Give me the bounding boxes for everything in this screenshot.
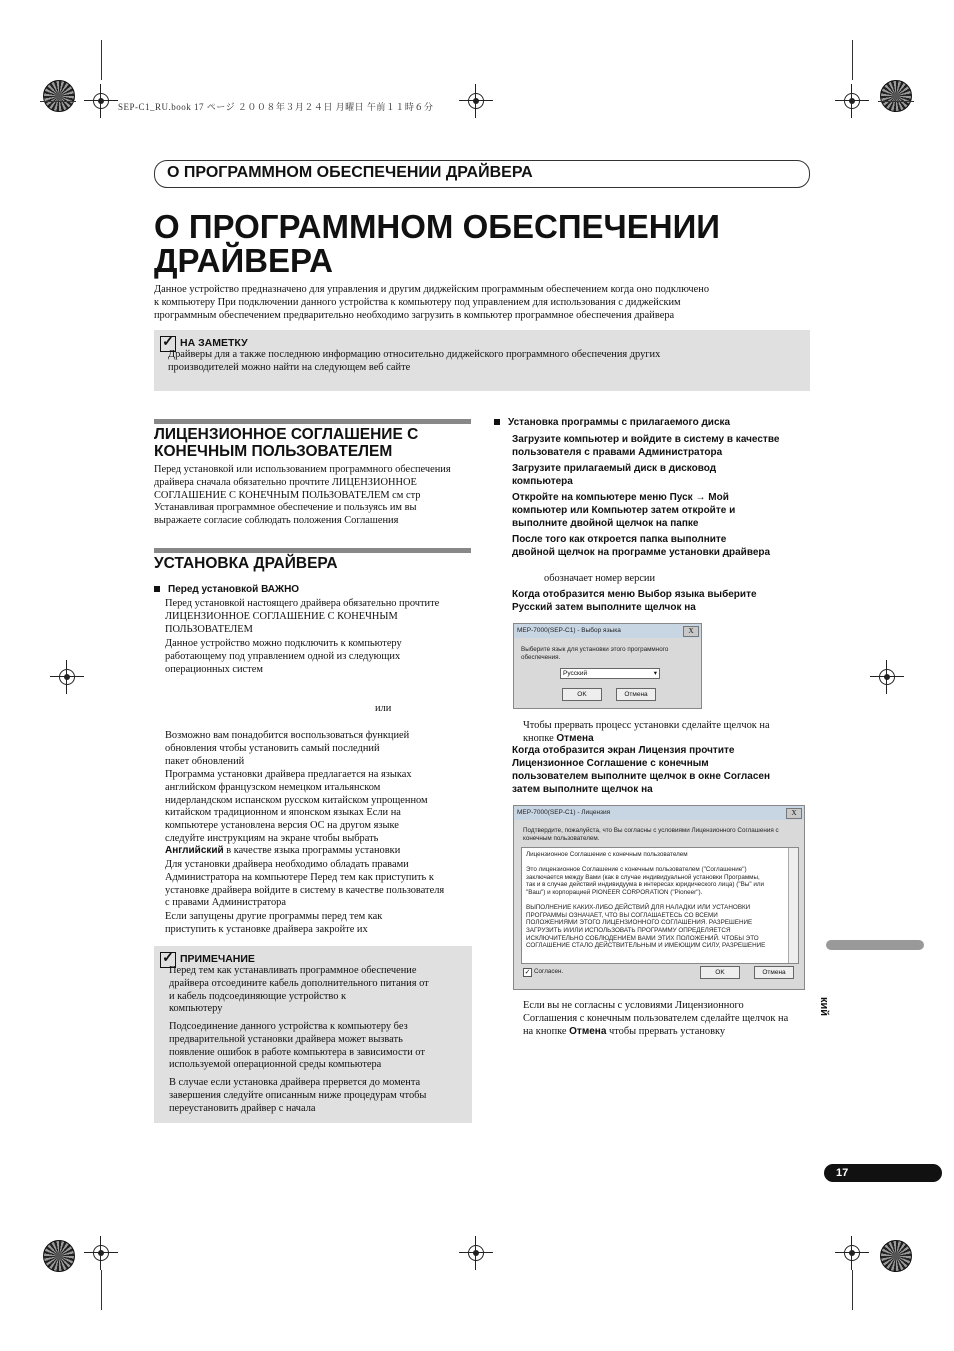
cancel-bold: Отмена — [556, 732, 594, 744]
license-text-line: ИСКЛЮЧИТЕЛЬНО СОБЛЮДЕНИЕМ ВАМИ ЭТИХ ПОЛОЖЕНИЙ. ЧТОБЫ ЭТО — [526, 934, 759, 942]
disagree-line — [523, 1026, 813, 1039]
step-line: пользователя с правами Администратора — [512, 447, 723, 458]
page-title-line1: О ПРОГРАММНОМ ОБЕСПЕЧЕНИИ — [154, 208, 721, 245]
note-text — [168, 349, 808, 375]
language-select-dialog — [513, 623, 702, 709]
note-paragraph — [169, 965, 469, 1016]
note-line: Перед тем как устанавливать программное обеспечение — [169, 965, 417, 976]
crop-line — [101, 40, 102, 80]
note-line: используемой операционной среды компьютера — [169, 1059, 382, 1071]
update-paragraph — [165, 730, 475, 768]
cancel-button[interactable]: Отмена — [754, 966, 794, 979]
license-text-line: ЗАГРУЗИТЬ И/ИЛИ ИСПОЛЬЗОВАТЬ ПРОГРАММУ ОПРЕДЕЛЯЕТСЯ — [526, 926, 731, 934]
close-icon[interactable]: X — [683, 626, 699, 637]
languages-line: Программа установки драйвера предлагается на языках — [165, 769, 412, 780]
or-text: или — [375, 703, 392, 714]
dialog-prompt-line: обеспечения. — [521, 653, 561, 661]
intro-line: Данное устройство предназначено для управления и другим диджейским программным обеспечением когда оно подключено — [154, 284, 710, 295]
crop-line — [852, 40, 853, 80]
license-text-line: ПОЛОЖЕНИЯМИ ЭТОГО ЛИЦЕНЗИОННОГО СОГЛАШЕНИЯ. РАЗРЕШЕНИЕ — [526, 919, 753, 927]
license-dialog — [513, 805, 805, 990]
license-line: Устанавливая программное обеспечение и пользуясь им вы — [154, 502, 417, 514]
bullet-square-icon — [494, 419, 500, 425]
note-line: Подсоединение данного устройства к компьютеру без — [169, 1021, 408, 1032]
note-line: появление ошибок в работе компьютера в зависимости от — [169, 1046, 425, 1058]
intro-paragraph — [154, 284, 814, 322]
crosshair-mark — [835, 1236, 869, 1270]
license-text-line: ПРОГРАММЫ ОЗНАЧАЕТ, ЧТО ВЫ СОГЛАШАЕТЕСЬ СО ВСЕМИ — [526, 911, 718, 919]
license-text-line: так и в случае действий индивидуума в интересах юридического лица) ("Вы" или — [526, 881, 765, 889]
step-1 — [512, 433, 812, 459]
step-line: пользователем выполните щелчок в окне Согласен — [512, 771, 770, 782]
cancel-button[interactable]: Отмена — [616, 688, 656, 701]
license-text-line: ВЫПОЛНЕНИЕ КАКИХ-ЛИБО ДЕЙСТВИЙ ДЛЯ НАЛАДКИ ИЛИ УСТАНОВКИ — [526, 904, 751, 912]
dialog-prompt-line: Выберите язык для установки этого программного — [521, 646, 669, 653]
step-line: затем выполните щелчок на — [512, 784, 653, 795]
scrollbar[interactable] — [788, 848, 798, 963]
agree-checkbox[interactable]: ✓ — [524, 968, 531, 976]
license-text-line: СОГЛАШЕНИЕ СТАЛО ДЕЙСТВИТЕЛЬНЫМ И ИМЕЮЩИМ СИЛУ, РАЗРЕШЕНИЕ — [526, 942, 766, 950]
step-2 — [512, 462, 812, 488]
intro-line: программным обеспечением предварительно необходимо загрузить в компьютер программное обеспечения драйвера — [154, 309, 675, 321]
dialog-prompt — [523, 827, 798, 842]
languages-line: английском французском немецком итальянском — [165, 781, 381, 793]
registration-disc-top-right — [880, 80, 912, 112]
dialog-prompt-line: конечным пользователем. — [523, 834, 600, 842]
step-line: Когда отобразится экран Лицензия прочтите — [512, 745, 735, 756]
side-language-label: кий — [818, 997, 830, 1017]
cancel-instruction — [523, 720, 813, 746]
crop-line — [101, 1270, 102, 1310]
step-3-text: Мой — [708, 492, 729, 503]
registration-disc-bottom-right — [880, 1240, 912, 1272]
disagree-lines — [523, 1000, 813, 1026]
before-line: ЛИЦЕНЗИОННОЕ СОГЛАШЕНИЕ С КОНЕЧНЫМ — [165, 610, 398, 622]
registration-disc-bottom-left — [43, 1240, 75, 1272]
section-header-pill — [154, 160, 810, 188]
admin-line: с правами Администратора — [165, 897, 286, 909]
install-heading: УСТАНОВКА ДРАЙВЕРА — [154, 555, 338, 572]
dialog-prompt-line: Подтвердите, пожалуйста, что Вы согласны с условиями Лицензионного Соглашения с — [523, 827, 779, 834]
before-line: ПОЛЬЗОВАТЕЛЕМ — [165, 623, 253, 635]
crosshair-mark — [84, 1236, 118, 1270]
language-dropdown-value: Русский — [563, 670, 588, 677]
step-5 — [512, 588, 812, 614]
step-line: компьютера — [512, 476, 573, 487]
arrow-right-icon: → — [695, 492, 706, 503]
cancel-bold: Отмена — [569, 1025, 607, 1037]
license-paragraph — [154, 464, 474, 528]
english-line — [165, 845, 475, 858]
section-divider — [154, 548, 471, 553]
disagree-line: Если вы не согласны с условиями Лицензионного — [523, 1000, 744, 1011]
note-line: переустановить драйвер с начала — [169, 1102, 316, 1114]
license-line: выражаете согласие соблюдать положения Соглашения — [154, 515, 399, 527]
update-line: обновления чтобы установить самый последний — [165, 742, 380, 754]
agree-label: Согласен. — [534, 968, 564, 975]
license-text-line: "Ваш") и корпорацией PIONEER CORPORATION ("Pioneer"). — [526, 888, 703, 896]
note-line: драйвера отсоедините кабель дополнительного питания от — [169, 977, 429, 989]
close-line: приступить к установке драйвера закройте их — [165, 923, 368, 935]
license-text-line — [526, 859, 784, 867]
note-line: предварительной установки драйвера может вызвать — [169, 1033, 403, 1045]
license-line: Перед установкой или использованием программного обеспечения — [154, 464, 451, 475]
section-header-text: О ПРОГРАММНОМ ОБЕСПЕЧЕНИИ ДРАЙВЕРА — [167, 164, 533, 181]
crosshair-mark — [50, 660, 84, 694]
print-meta-header: SEP-C1_RU.book 17 ページ ２００８年３月２４日 月曜日 午前１１時６分 — [118, 102, 434, 112]
install-from-disc-heading — [494, 417, 730, 428]
close-icon[interactable]: X — [786, 808, 802, 819]
step-line: выполните двойной щелчок на папке — [512, 518, 699, 529]
connect-paragraph — [165, 638, 475, 676]
section-divider — [154, 419, 471, 424]
admin-line: установке драйвера войдите в систему в качестве пользователя — [165, 884, 445, 896]
crosshair-mark — [84, 84, 118, 118]
note-line: В случае если установка драйвера прервется до момента — [169, 1077, 421, 1088]
before-install-heading — [154, 584, 299, 595]
license-text-line: Это лицензионное Соглашение с конечным пользователем ("Соглашение") — [526, 866, 747, 874]
before-install-heading-text: Перед установкой ВАЖНО — [168, 584, 300, 595]
step-6 — [512, 744, 812, 796]
step-line: Загрузите компьютер и войдите в систему в качестве — [512, 434, 780, 445]
languages-line: компьютере установлена версия ОС на другом языке — [165, 820, 399, 832]
language-side-tab — [826, 940, 924, 950]
close-line: Если запущены другие программы перед тем как — [165, 911, 383, 922]
crosshair-mark — [459, 1236, 493, 1270]
step-line: Русский затем выполните щелчок на — [512, 602, 696, 613]
step-line: Загрузите прилагаемый диск в дисковод — [512, 463, 717, 474]
step-line: Когда отобразится меню Выбор языка выберите — [512, 589, 757, 600]
license-heading-line: ЛИЦЕНЗИОННОЕ СОГЛАШЕНИЕ С — [154, 426, 419, 443]
dialog-prompt — [521, 646, 696, 661]
registration-disc-top-left — [43, 80, 75, 112]
page-number: 17 — [824, 1164, 942, 1182]
admin-paragraph — [165, 859, 475, 910]
update-line: пакет обновлений — [165, 755, 245, 767]
connect-line: операционных систем — [165, 663, 263, 675]
ok-button[interactable]: OK — [562, 688, 602, 701]
step-3-text: Откройте на компьютере меню Пуск — [512, 492, 693, 503]
ok-button[interactable]: OK — [700, 966, 740, 979]
note-box-top — [154, 330, 810, 391]
crop-line — [852, 1270, 853, 1310]
note-line: и кабель подсоединяющие устройство к — [169, 990, 347, 1002]
connect-line: Данное устройство можно подключить к компьютеру — [165, 638, 402, 649]
close-programs-paragraph — [165, 911, 475, 937]
before-line: Перед установкой настоящего драйвера обязательно прочтите — [165, 598, 440, 609]
language-dropdown[interactable] — [560, 668, 660, 679]
step-3-continued — [512, 504, 812, 530]
note-paragraph — [169, 1077, 469, 1115]
license-line: СОГЛАШЕНИЕ С КОНЕЧНЫМ ПОЛЬЗОВАТЕЛЕМ см стр — [154, 489, 421, 501]
admin-line: Администратора на компьютере Перед тем как приступить к — [165, 871, 434, 883]
disagree-text: на кнопке — [523, 1025, 567, 1037]
crop-line — [40, 101, 76, 102]
checkmark-icon: ✓ — [160, 952, 176, 968]
disagree-line: Соглашения с конечным пользователем сделайте щелчок на — [523, 1012, 789, 1024]
note-box-bottom — [154, 946, 472, 1123]
languages-line: следуйте инструкциям на экране чтобы выбрать — [165, 832, 379, 844]
version-note: обозначает номер версии — [544, 573, 656, 584]
chevron-down-icon: ▾ — [653, 670, 657, 677]
note-line: производителей можно найти на следующем веб сайте — [168, 361, 411, 373]
connect-line: работающему под управлением одной из следующих — [165, 650, 401, 662]
license-text-line: заключается между Вами (как в случае индивидуальной установки Программы, — [526, 873, 760, 881]
install-from-disc-heading-text: Установка программы с прилагаемого диска — [508, 417, 731, 428]
step-line: После того как откроется папка выполните — [512, 534, 727, 545]
license-heading-line: КОНЕЧНЫМ ПОЛЬЗОВАТЕЛЕМ — [154, 443, 393, 460]
before-paragraph — [165, 598, 475, 636]
english-bold: Английский — [165, 845, 224, 856]
note-line: компьютеру — [169, 1003, 223, 1015]
dialog-title: MEP-7000(SEP-C1) - Лицензия — [514, 806, 804, 820]
license-text — [526, 851, 784, 950]
step-3 — [512, 491, 812, 530]
dialog-title: MEP-7000(SEP-C1) - Выбор языка — [514, 624, 701, 638]
cancel-instruction-text: кнопке — [523, 732, 554, 744]
disagree-paragraph — [523, 1000, 813, 1038]
license-text-line: Лицензионное Соглашение с конечным пользователем — [526, 851, 688, 858]
license-heading — [154, 426, 471, 460]
languages-line: китайском традиционном и японском языках Если на — [165, 807, 401, 819]
note-paragraph — [169, 1021, 469, 1072]
license-text-box[interactable] — [521, 847, 799, 964]
step-3-line — [512, 491, 812, 504]
crosshair-mark — [459, 84, 493, 118]
crosshair-mark — [835, 84, 869, 118]
languages-line: нидерландском испанском русском китайском упрощенном — [165, 794, 428, 806]
page-title — [154, 210, 794, 278]
bullet-square-icon — [154, 586, 160, 592]
note-line: Драйверы для а также последнюю информацию относительно диджейского программного обеспечения других — [168, 349, 661, 360]
crosshair-mark — [870, 660, 904, 694]
step-4 — [512, 533, 812, 559]
update-line: Возможно вам понадобится воспользоваться функцией — [165, 730, 410, 741]
note-title: НА ЗАМЕТКУ — [180, 337, 248, 349]
step-line: компьютер или Компьютер затем откройте и — [512, 505, 736, 516]
languages-paragraph — [165, 769, 475, 846]
note-line: завершения следуйте описанным ниже процедурам чтобы — [169, 1089, 427, 1101]
page-title-line2: ДРАЙВЕРА — [154, 242, 333, 279]
disagree-text: чтобы прервать установку — [606, 1025, 726, 1037]
cancel-instruction-line: Чтобы прервать процесс установки сделайте щелчок на — [523, 720, 770, 731]
note-title: ПРИМЕЧАНИЕ — [180, 953, 255, 965]
license-line: драйвера сначала обязательно прочтите ЛИЦЕНЗИОННОЕ — [154, 476, 417, 488]
admin-line: Для установки драйвера необходимо обладать правами — [165, 859, 409, 870]
english-rest: в качестве языка программы установки — [223, 845, 401, 856]
crop-line — [878, 101, 914, 102]
step-line: Лицензионное Соглашение с конечным — [512, 758, 709, 769]
checkmark-icon: ✓ — [160, 336, 176, 352]
step-line: двойной щелчок на программе установки драйвера — [512, 547, 771, 558]
intro-line: к компьютеру При подключении данного устройства к компьютеру под управлением для использования с диджейским — [154, 296, 681, 308]
